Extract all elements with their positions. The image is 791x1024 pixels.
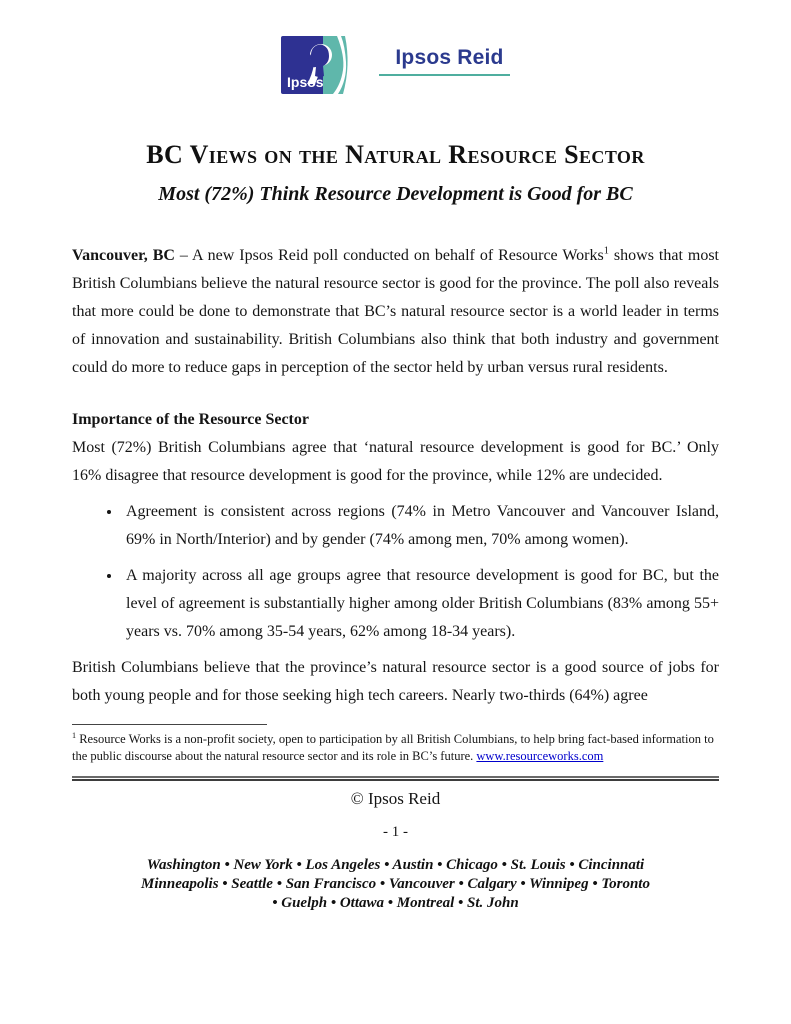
intro-paragraph [72,242,719,382]
ipsos-reid-logotype [379,46,509,76]
intro-text-before-footnote: – A new Ipsos Reid poll conducted on behalf of Resource Works [179,247,604,264]
cities-line-1: Washington • New York • Los Angeles • Austin • Chicago • St. Louis • Cincinnati [146,857,645,873]
brand-name-text: Ipsos Reid [395,46,504,69]
footnote-marker: 1 [72,730,77,740]
document-header [72,36,719,98]
bullet-list [72,498,719,646]
document-subtitle: Most (72%) Think Resource Development is Good for BC [158,183,633,205]
bullet-item-regions: • Agreement is consistent across regions (74% in Metro Vancouver and Vancouver Island, 69% in North/Interior) and by gender (74% among men, 70% among women). [122,498,719,554]
footnote-separator [72,724,267,725]
copyright-line: © Ipsos Reid [350,789,441,808]
footer-rule [72,776,719,781]
section-heading: Importance of the Resource Sector [72,411,309,428]
office-cities [72,856,719,913]
closing-paragraph: British Columbians believe that the province’s natural resource sector is a good source of jobs for both young people and for those seeking high tech careers. Nearly two-thirds (64%) agree [72,659,719,704]
ipsos-logo [281,36,351,94]
page-number: - 1 - [383,824,408,840]
intro-text-after-footnote: shows that most British Columbians believe the natural resource sector is good for the province. The poll also reveals that more could be done to demonstrate that BC’s natural resource sector is a world leader in terms of innovation and sustainability. British Columbians also think that both industry and government could do more to reduce gaps in perception of the sector held by urban versus rural residents. [72,247,719,376]
ipsos-logo-icon [281,36,351,94]
footnote [72,731,719,764]
resourceworks-link[interactable]: www.resourceworks.com [476,748,604,763]
footnote-reference-marker: 1 [603,245,609,257]
document-title: BC Views on the Natural Resource Sector [146,140,645,169]
bullet-item-age-groups: • A majority across all age groups agree that resource development is good for BC, but the level of agreement is substantially higher among older British Columbians (83% among 55+ years vs. 70% among 35-54 years, 62% among 18-34 years). [122,562,719,646]
cities-line-2: Minneapolis • Seattle • San Francisco • Vancouver • Calgary • Winnipeg • Toronto [141,876,650,892]
logo-wordmark: Ipsos [287,74,324,90]
cities-line-3: • Guelph • Ottawa • Montreal • St. John [272,895,519,911]
section-paragraph: Most (72%) British Columbians agree that ‘natural resource development is good for BC.’ Only 16% disagree that resource development is good for the province, while 12% are undecided. [72,439,719,484]
footnote-text: Resource Works is a non-profit society, open to participation by all British Columbians, to help bring fact-based information to the public discourse about the natural resource sector and its role in BC’s future. [72,732,714,763]
dateline: Vancouver, BC [72,247,180,264]
